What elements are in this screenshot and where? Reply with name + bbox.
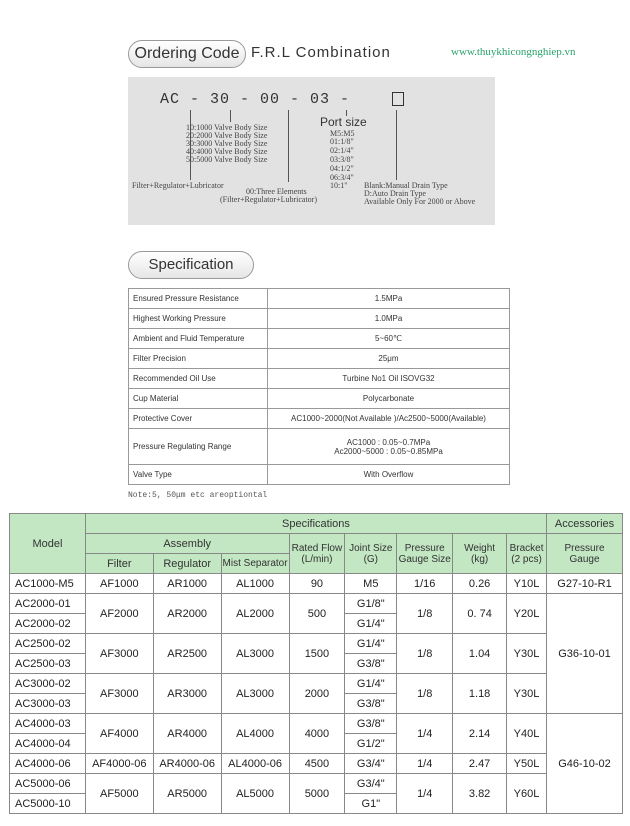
header-unit: (G) — [363, 553, 379, 565]
table-row — [10, 674, 623, 694]
valve-size-option: 50:5000 Valve Body Size — [186, 155, 268, 164]
cell-joint: G3/8" — [345, 694, 397, 714]
cell-model: AC2500-03 — [10, 654, 86, 674]
cell-model: AC5000-10 — [10, 794, 86, 814]
header-regulator: Regulator — [153, 554, 221, 574]
cell-model: AC2000-02 — [10, 614, 86, 634]
cell-model: AC5000-06 — [10, 774, 86, 794]
cell-flow: 5000 — [289, 774, 345, 814]
header-text: Rated Flow — [291, 542, 343, 554]
cell-regulator: AR4000-06 — [153, 754, 221, 774]
cell-gauge-size: 1/4 — [397, 774, 453, 814]
spec-key: Filter Precision — [129, 349, 268, 369]
cell-model: AC3000-02 — [10, 674, 86, 694]
header-pressure-gauge — [547, 534, 623, 574]
cell-joint: G1" — [345, 794, 397, 814]
elements-option-detail: (Filter+Regulator+Lubricator) — [220, 195, 317, 204]
cell-filter: AF3000 — [85, 674, 153, 714]
spec-key: Highest Working Pressure — [129, 309, 268, 329]
spec-row — [129, 465, 510, 485]
cell-regulator: AR1000 — [153, 574, 221, 594]
spec-note: Note:5, 50μm etc areoptiontal — [128, 491, 268, 500]
port-size-option: 10:1" — [330, 181, 348, 190]
cell-weight: 0. 74 — [453, 594, 507, 634]
cell-regulator: AR2000 — [153, 594, 221, 634]
header-bracket — [507, 534, 547, 574]
header-text: Bracket — [509, 542, 544, 554]
header-unit: Gauge Size — [398, 553, 451, 565]
cell-pressure-gauge: G36-10-01 — [547, 594, 623, 714]
port-size-option: 04:1/2" — [330, 164, 354, 173]
connector-line — [230, 110, 231, 122]
elements-option: 00:Three Elements — [246, 187, 307, 196]
header-text: Pressure — [404, 542, 445, 554]
header-unit: (2 pcs) — [511, 553, 542, 565]
port-size-option: 02:1/4" — [330, 146, 354, 155]
cell-mist: AL2000 — [221, 594, 289, 634]
cell-filter: AF4000-06 — [85, 754, 153, 774]
header-unit: (L/min) — [301, 553, 333, 565]
cell-flow: 4500 — [289, 754, 345, 774]
cell-model: AC4000-04 — [10, 734, 86, 754]
drain-option-box — [392, 92, 404, 106]
valve-size-option: 10:1000 Valve Body Size — [186, 123, 268, 132]
cell-gauge-size: 1/8 — [397, 634, 453, 674]
spec-key: Ambient and Fluid Temperature — [129, 329, 268, 349]
filter-label: Filter+Regulator+Lubricator — [132, 181, 224, 190]
table-row — [10, 714, 623, 734]
cell-regulator: AR5000 — [153, 774, 221, 814]
cell-joint: G1/4" — [345, 634, 397, 654]
cell-flow: 500 — [289, 594, 345, 634]
header-text: Pressure — [564, 542, 605, 554]
spec-row — [129, 289, 510, 309]
cell-flow: 4000 — [289, 714, 345, 754]
cell-flow: 90 — [289, 574, 345, 594]
cell-model: AC1000-M5 — [10, 574, 86, 594]
spec-value: 1.5MPa — [268, 289, 510, 309]
spec-value: With Overflow — [268, 465, 510, 485]
drain-option: Blank:Manual Drain Type — [364, 181, 448, 190]
cell-mist: AL4000 — [221, 714, 289, 754]
port-size-title: Port size — [320, 115, 367, 129]
table-row — [10, 594, 623, 614]
spec-key: Protective Cover — [129, 409, 268, 429]
model-table — [9, 513, 623, 814]
port-size-option: 03:3/8" — [330, 155, 354, 164]
cell-pressure-gauge: G27-10-R1 — [547, 574, 623, 594]
specification-heading: Specification — [128, 251, 254, 279]
cell-joint: G3/4" — [345, 754, 397, 774]
ordering-code-string: AC - 30 - 00 - 03 - — [160, 91, 351, 108]
cell-bracket: Y10L — [507, 574, 547, 594]
cell-regulator: AR3000 — [153, 674, 221, 714]
cell-weight: 1.04 — [453, 634, 507, 674]
port-size-option: M5:M5 — [330, 129, 355, 138]
spec-row — [129, 369, 510, 389]
cell-bracket: Y40L — [507, 714, 547, 754]
spec-row — [129, 349, 510, 369]
header-model: Model — [10, 514, 86, 574]
header-mist-separator: Mist Separator — [221, 554, 289, 574]
spec-value: 25μm — [268, 349, 510, 369]
cell-flow: 2000 — [289, 674, 345, 714]
spec-row — [129, 429, 510, 465]
cell-weight: 3.82 — [453, 774, 507, 814]
cell-filter: AF2000 — [85, 594, 153, 634]
spec-key: Recommended Oil Use — [129, 369, 268, 389]
cell-mist: AL4000-06 — [221, 754, 289, 774]
header-unit: Gauge — [569, 553, 600, 565]
cell-bracket: Y20L — [507, 594, 547, 634]
cell-model: AC2500-02 — [10, 634, 86, 654]
header-pressure-gauge-size — [397, 534, 453, 574]
cell-weight: 0.26 — [453, 574, 507, 594]
spec-value: Turbine No1 Oil ISOVG32 — [268, 369, 510, 389]
cell-gauge-size: 1/8 — [397, 674, 453, 714]
cell-regulator: AR2500 — [153, 634, 221, 674]
cell-mist: AL3000 — [221, 634, 289, 674]
spec-value-line: Ac2000~5000 : 0.05~0.85MPa — [334, 446, 443, 456]
header-text: Weight — [464, 542, 496, 554]
spec-value: AC1000~2000(Not Available )/Ac2500~5000(Available) — [268, 409, 510, 429]
header-specifications: Specifications — [85, 514, 546, 534]
header-text: Joint Size — [349, 542, 393, 554]
cell-joint: G1/8" — [345, 594, 397, 614]
cell-bracket: Y60L — [507, 774, 547, 814]
spec-key: Valve Type — [129, 465, 268, 485]
header-weight — [453, 534, 507, 574]
header-joint-size — [345, 534, 397, 574]
cell-mist: AL5000 — [221, 774, 289, 814]
spec-value: 5~60℃ — [268, 329, 510, 349]
spec-value: 1.0MPa — [268, 309, 510, 329]
cell-bracket: Y50L — [507, 754, 547, 774]
cell-joint: G1/4" — [345, 674, 397, 694]
cell-weight: 2.14 — [453, 714, 507, 754]
valve-size-option: 40:4000 Valve Body Size — [186, 147, 268, 156]
website-link[interactable]: www.thuykhicongnghiep.vn — [451, 46, 576, 58]
cell-gauge-size: 1/4 — [397, 714, 453, 754]
cell-weight: 2.47 — [453, 754, 507, 774]
table-row — [10, 774, 623, 794]
port-size-option: 06:3/4" — [330, 173, 354, 182]
cell-gauge-size: 1/16 — [397, 574, 453, 594]
header-unit: (kg) — [470, 553, 489, 565]
cell-bracket: Y30L — [507, 634, 547, 674]
spec-row — [129, 409, 510, 429]
table-row — [10, 634, 623, 654]
cell-joint: G3/8" — [345, 714, 397, 734]
spec-value — [268, 429, 510, 465]
header-rated-flow — [289, 534, 345, 574]
cell-joint: G1/2" — [345, 734, 397, 754]
connector-line — [396, 110, 397, 180]
cell-gauge-size: 1/8 — [397, 594, 453, 634]
header-filter: Filter — [85, 554, 153, 574]
spec-key: Ensured Pressure Resistance — [129, 289, 268, 309]
spec-value-line: AC1000 : 0.05~0.7MPa — [346, 437, 431, 447]
cell-weight: 1.18 — [453, 674, 507, 714]
cell-joint: M5 — [345, 574, 397, 594]
table-row — [10, 574, 623, 594]
valve-size-option: 30:3000 Valve Body Size — [186, 139, 268, 148]
valve-size-option: 20:2000 Valve Body Size — [186, 131, 268, 140]
cell-joint: G3/4" — [345, 774, 397, 794]
connector-line — [288, 110, 289, 182]
port-size-option: 01:1/8" — [330, 137, 354, 146]
spec-row — [129, 329, 510, 349]
ordering-code-heading: Ordering Code — [128, 40, 246, 68]
spec-value: Polycarbonate — [268, 389, 510, 409]
cell-model: AC4000-06 — [10, 754, 86, 774]
cell-mist: AL3000 — [221, 674, 289, 714]
drain-option: D:Auto Drain Type — [364, 189, 426, 198]
spec-key: Pressure Regulating Range — [129, 429, 268, 465]
ordering-code-diagram — [128, 77, 495, 225]
table-row — [10, 754, 623, 774]
frl-combination-title: F.R.L Combination — [251, 44, 391, 61]
cell-mist: AL1000 — [221, 574, 289, 594]
cell-filter: AF5000 — [85, 774, 153, 814]
cell-regulator: AR4000 — [153, 714, 221, 754]
header-accessories: Accessories — [547, 514, 623, 534]
cell-filter: AF1000 — [85, 574, 153, 594]
cell-filter: AF4000 — [85, 714, 153, 754]
cell-bracket: Y30L — [507, 674, 547, 714]
cell-pressure-gauge: G46-10-02 — [547, 714, 623, 814]
cell-model: AC3000-03 — [10, 694, 86, 714]
cell-model: AC4000-03 — [10, 714, 86, 734]
header-assembly: Assembly — [85, 534, 289, 554]
spec-key: Cup Material — [129, 389, 268, 409]
spec-row — [129, 389, 510, 409]
cell-filter: AF3000 — [85, 634, 153, 674]
specification-table — [128, 288, 510, 485]
cell-joint: G1/4" — [345, 614, 397, 634]
cell-joint: G3/8" — [345, 654, 397, 674]
cell-gauge-size: 1/4 — [397, 754, 453, 774]
cell-flow: 1500 — [289, 634, 345, 674]
cell-model: AC2000-01 — [10, 594, 86, 614]
spec-row — [129, 309, 510, 329]
drain-option: Available Only For 2000 or Above — [364, 197, 476, 206]
